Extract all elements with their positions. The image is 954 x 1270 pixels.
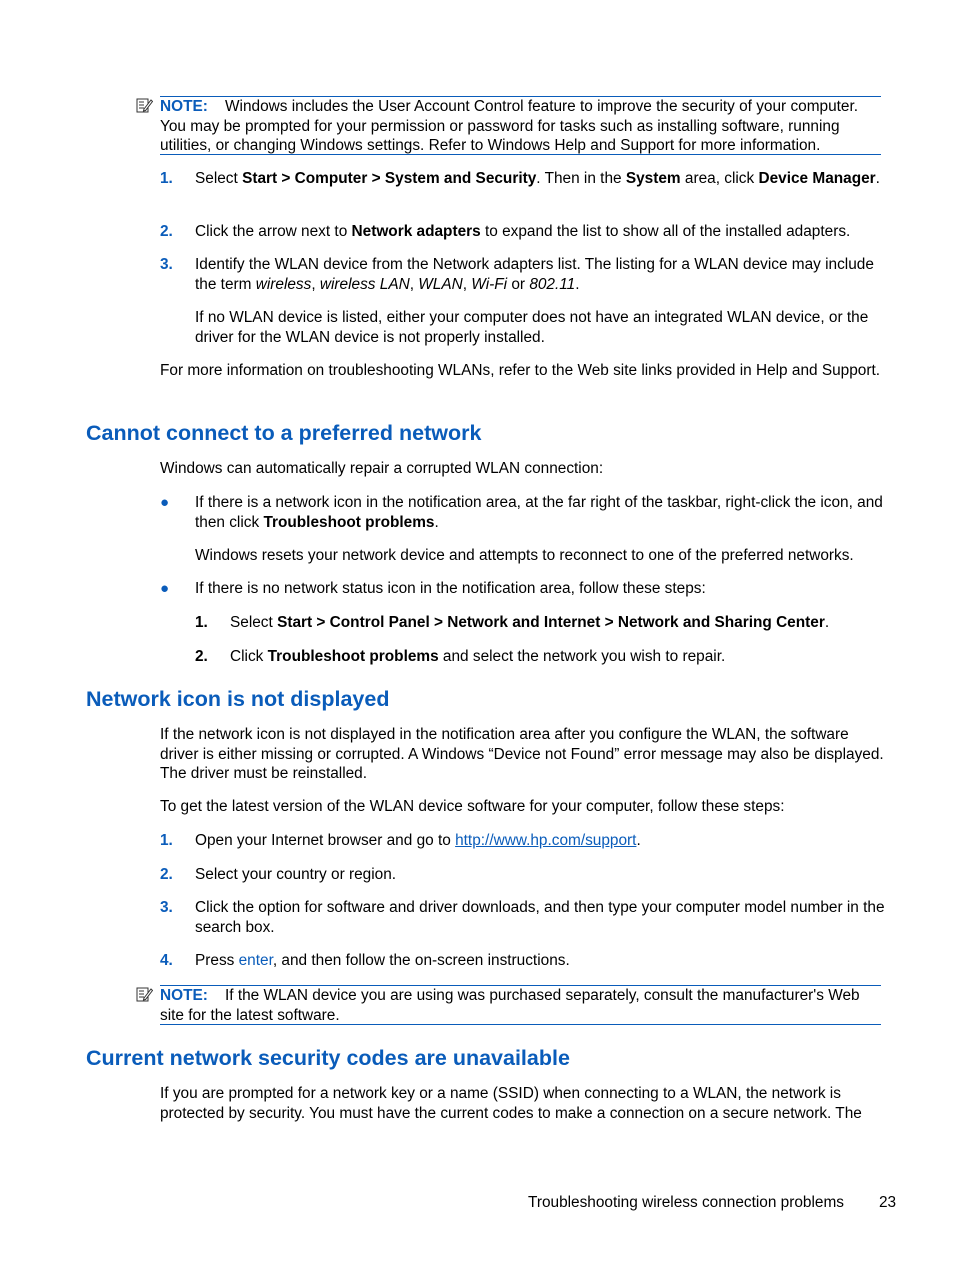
step-text: Identify the WLAN device from the Network adapters list. The listing for a WLAN device may include the term wireless, wireless LAN, WLAN, Wi-Fi or 802.11. bbox=[195, 256, 874, 293]
bullet-icon: ● bbox=[160, 494, 170, 511]
sub-step-number: 2. bbox=[195, 648, 208, 665]
sub-step-number: 1. bbox=[195, 614, 208, 631]
note-body: If the WLAN device you are using was purchased separately, consult the manufacturer's Web site for the latest software. bbox=[160, 987, 860, 1024]
step-number: 2. bbox=[160, 866, 173, 883]
note-label: NOTE: bbox=[160, 987, 208, 1004]
step-text: Press enter, and then follow the on-screen instructions. bbox=[195, 952, 570, 969]
paragraph: For more information on troubleshooting WLANs, refer to the Web site links provided in Help and Support. bbox=[160, 362, 881, 379]
section-heading: Cannot connect to a preferred network bbox=[86, 421, 482, 445]
note-pencil-icon bbox=[136, 97, 153, 114]
note-body: Windows includes the User Account Control feature to improve the security of your computer. You may be prompted for your permission or password for tasks such as installing software, running utilities, or changing Windows settings. Refer to Windows Help and Support for more information. bbox=[160, 98, 859, 155]
sub-step-text: Click Troubleshoot problems and select the network you wish to repair. bbox=[230, 648, 726, 665]
step-text: Click the option for software and driver downloads, and then type your computer model number in the search box. bbox=[195, 899, 885, 936]
hp-support-link[interactable]: http://www.hp.com/support bbox=[455, 832, 637, 849]
paragraph: If the network icon is not displayed in the notification area after you configure the WLAN, the software driver is either missing or corrupted. A Windows “Device not Found” error message may also be displayed. The driver must be reinstalled. bbox=[160, 726, 884, 783]
bullet-text: If there is a network icon in the notification area, at the far right of the taskbar, right-click the icon, and then click Troubleshoot problems. bbox=[195, 494, 883, 531]
bullet-icon: ● bbox=[160, 580, 170, 597]
step-text: Click the arrow next to Network adapters to expand the list to show all of the installed adapters. bbox=[195, 223, 851, 240]
step-text: Select Start > Computer > System and Security. Then in the System area, click Device Manager. bbox=[195, 170, 880, 187]
step-number: 3. bbox=[160, 256, 173, 273]
step-number: 4. bbox=[160, 952, 173, 969]
enter-key: enter bbox=[238, 952, 273, 969]
page-number: 23 bbox=[879, 1194, 897, 1211]
step-text: Open your Internet browser and go to http://www.hp.com/support. bbox=[195, 832, 641, 849]
paragraph: If you are prompted for a network key or a name (SSID) when connecting to a WLAN, the network is protected by security. You must have the current codes to make a connection on a secure network. The bbox=[160, 1085, 862, 1122]
step-number: 1. bbox=[160, 832, 173, 849]
note-box bbox=[160, 985, 881, 1025]
note-box bbox=[160, 96, 881, 155]
paragraph: To get the latest version of the WLAN device software for your computer, follow these steps: bbox=[160, 798, 785, 815]
step-number: 2. bbox=[160, 223, 173, 240]
footer-title: Troubleshooting wireless connection problems bbox=[528, 1194, 844, 1211]
sub-step-text: Select Start > Control Panel > Network and Internet > Network and Sharing Center. bbox=[230, 614, 830, 631]
step-number: 1. bbox=[160, 170, 173, 187]
note-label: NOTE: bbox=[160, 98, 208, 115]
section-heading: Current network security codes are unavailable bbox=[86, 1046, 570, 1070]
bullet-text: If there is no network status icon in the notification area, follow these steps: bbox=[195, 580, 706, 597]
section-heading: Network icon is not displayed bbox=[86, 687, 390, 711]
note-text bbox=[160, 97, 885, 156]
bullet-extra-text: Windows resets your network device and attempts to reconnect to one of the preferred networks. bbox=[195, 547, 854, 564]
note-text bbox=[160, 986, 885, 1025]
step-number: 3. bbox=[160, 899, 173, 916]
note-pencil-icon bbox=[136, 986, 153, 1003]
paragraph: Windows can automatically repair a corrupted WLAN connection: bbox=[160, 460, 604, 477]
step-text: Select your country or region. bbox=[195, 866, 397, 883]
step-extra-text: If no WLAN device is listed, either your computer does not have an integrated WLAN device, or the driver for the WLAN device is not properly installed. bbox=[195, 309, 869, 346]
